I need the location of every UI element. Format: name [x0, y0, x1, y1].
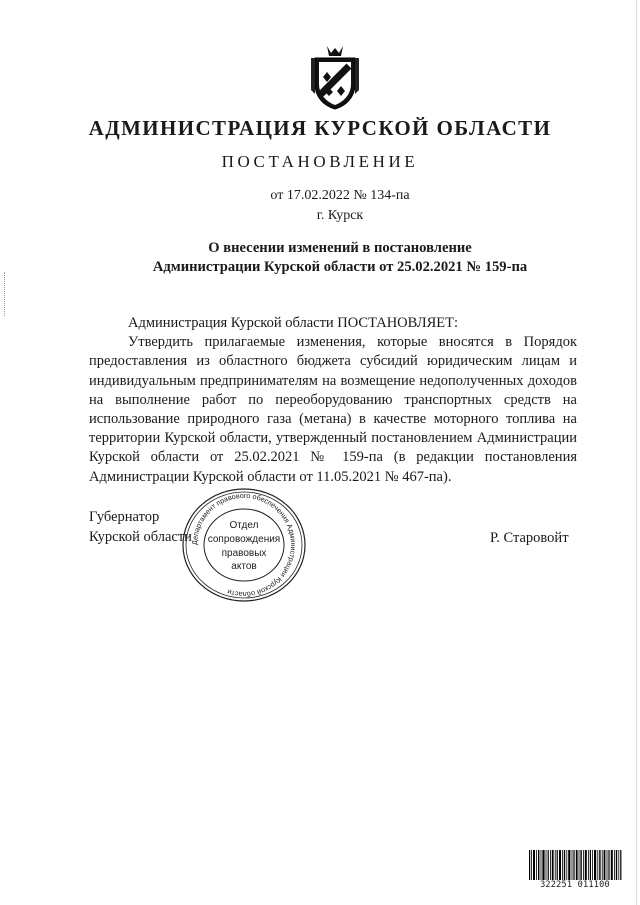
- document-subject: [0, 239, 640, 277]
- body-lead: Администрация Курской области ПОСТАНОВЛЯЕТ:: [128, 315, 459, 331]
- stamp-line-2: сопровождения: [207, 534, 281, 545]
- document-body: [89, 314, 577, 487]
- stamp-ring-text: Департамент правового обеспечения Администрации Курской области: [189, 490, 299, 600]
- signer-role: [89, 507, 192, 547]
- stamp-line-1: Отдел: [229, 520, 259, 531]
- subject-line-2: Администрации Курской области от 25.02.2021 № 159-па: [152, 259, 528, 275]
- stamp-seal: [180, 486, 308, 604]
- coat-of-arms-icon: [307, 44, 363, 110]
- body-paragraph: Утвердить прилагаемые изменения, которые вносятся в Порядок предоставления из областного бюджета субсидий юридическим лицам и индивидуальным предпринимателям на возмещение недополученных доходов на выполнение работ по переоборудованию транспортных средств на использование природного газа (метана) в качестве моторного топлива на территории Курской области, утвержденный постановлением Администрации Курской области от 25.02.2021 № 159-па (в редакции постановления Администрации Курской области от 11.05.2021 № 467-па).: [89, 334, 577, 485]
- signer-name: Р. Старовойт: [490, 530, 569, 546]
- stamp-line-4: актов: [231, 561, 257, 572]
- organization-title: АДМИНИСТРАЦИЯ КУРСКОЙ ОБЛАСТИ: [88, 116, 552, 140]
- subject-line-1: О внесении изменений в постановление: [208, 240, 472, 256]
- city: г. Курск: [316, 208, 364, 223]
- barcode: [528, 850, 622, 894]
- date-number: от 17.02.2022 № 134-па: [270, 188, 410, 203]
- barcode-bars: [528, 850, 622, 880]
- barcode-number: 322251 011100: [540, 880, 610, 890]
- signer-role-line-2: Курской области: [89, 529, 192, 545]
- document-type: ПОСТАНОВЛЕНИЕ: [221, 152, 419, 171]
- stamp-line-3: правовых: [221, 548, 267, 559]
- scan-artifact: [4, 272, 7, 316]
- signer-role-line-1: Губернатор: [89, 509, 160, 525]
